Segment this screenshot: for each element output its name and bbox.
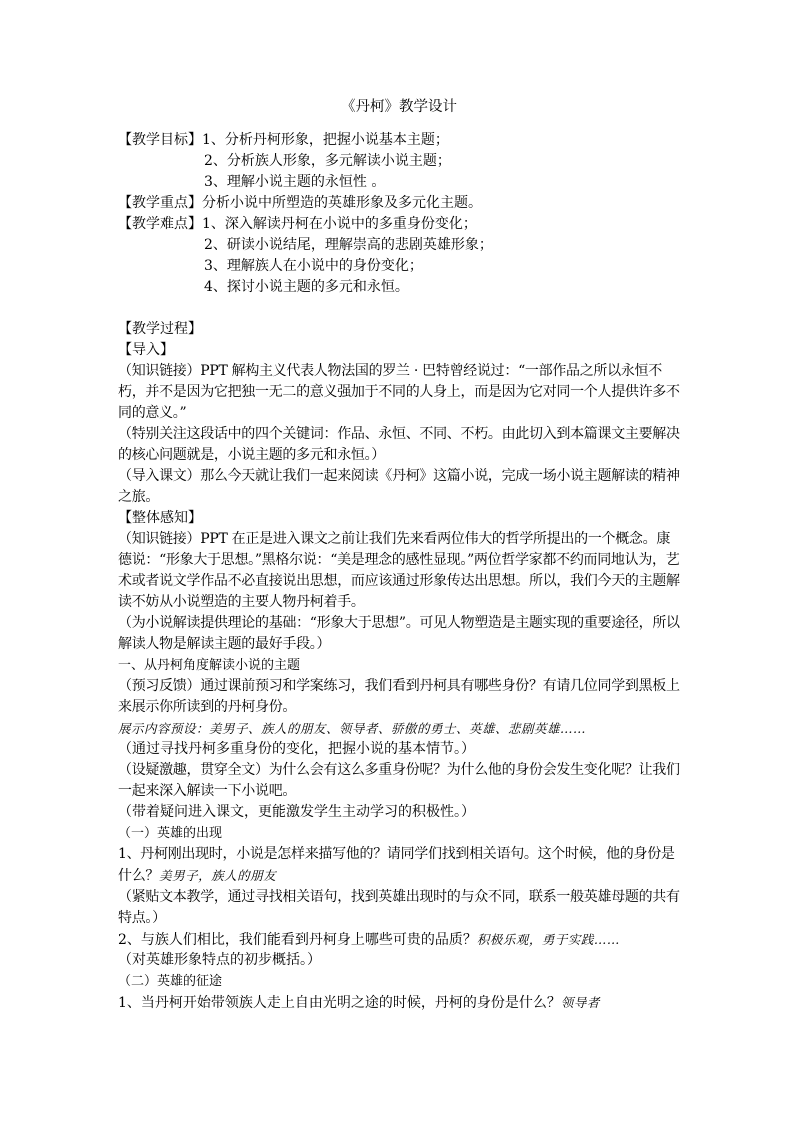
goals-item: 3、理解小说主题的永恒性 。 bbox=[204, 174, 386, 190]
overall-note: （为小说解读提供理论的基础：“形象大于思想”。可见人物塑造是主题实现的重要途径，所以解读人物是解读主题的最好手段。） bbox=[118, 615, 680, 652]
question-answer: 积极乐观，勇于实践…… bbox=[476, 932, 620, 947]
question-paragraph bbox=[118, 929, 680, 950]
difficulty-label: 【教学难点】 bbox=[118, 216, 202, 232]
intro-transition: （导入课文）那么今天就让我们一起来阅读《丹柯》这篇小说，完成一场小说主题解读的精神之旅。 bbox=[118, 468, 680, 505]
subsection-heading: （二）英雄的征途 bbox=[118, 974, 223, 989]
question-answer: 美男子，族人的朋友 bbox=[159, 868, 277, 883]
subsection-heading: （一）英雄的出现 bbox=[118, 826, 223, 841]
teaching-note: （带着疑问进入课文，更能激发学生主动学习的积极性。） bbox=[118, 804, 475, 820]
question-paragraph bbox=[118, 844, 680, 887]
goals-item: 1、分析丹柯形象，把握小说基本主题； bbox=[202, 132, 449, 148]
teaching-note: （紧贴文本教学，通过寻找相关语句，找到英雄出现时的与众不同，联系一般英雄母题的共有特点。） bbox=[118, 889, 680, 926]
suspense-paragraph: （设疑激趣，贯穿全文）为什么会有这么多重身份呢？为什么他的身份会发生变化呢？让我们一起来深入解读一下小说吧。 bbox=[118, 762, 680, 799]
doc-title: 《丹柯》教学设计 bbox=[341, 99, 457, 115]
goals-label: 【教学目标】 bbox=[118, 132, 202, 148]
section-heading: 一、从丹柯角度解读小说的主题 bbox=[118, 658, 301, 673]
difficulty-item: 2、研读小说结尾，理解崇高的悲剧英雄形象； bbox=[204, 237, 493, 253]
goals-item: 2、分析族人形象，多元解读小说主题； bbox=[204, 153, 451, 169]
difficulty-row bbox=[118, 214, 680, 235]
spacer bbox=[118, 298, 680, 319]
question-text: 1、丹柯刚出现时，小说是怎样来描写他的？请同学们找到相关语句。这个时候，他的身份是什么？ bbox=[118, 846, 675, 884]
display-preset: 展示内容预设：美男子、族人的朋友、领导者、骄傲的勇士、英雄、悲剧英雄…… bbox=[118, 721, 587, 736]
question-answer: 领导者 bbox=[560, 995, 600, 1010]
question-text: 2、与族人们相比，我们能看到丹柯身上哪些可贵的品质？ bbox=[118, 932, 477, 948]
focus-text: 分析小说中所塑造的英雄形象及多元化主题。 bbox=[202, 195, 482, 211]
intro-note: （特别关注这段话中的四个关键词：作品、永恒、不同、不朽。由此切入到本篇课文主要解决的核心问题就是，小说主题的多元和永恒。） bbox=[118, 426, 680, 463]
teaching-note: （对英雄形象特点的初步概括。） bbox=[118, 952, 321, 968]
goals-row bbox=[118, 130, 680, 151]
overall-paragraph: （知识链接）PPT 在正是进入课文之前让我们先来看两位伟大的哲学所提出的一个概念。康德说：“形象大于思想。”黑格尔说：“美是理念的感性显现。”两位哲学家都不约而同地认为，艺术或者说文学作品不必直接说出思想，而应该通过形象传达出思想。所以，我们今天的主题解读不妨从小说塑造的主要人物丹柯着手。 bbox=[118, 531, 680, 610]
intro-paragraph: （知识链接）PPT 解构主义代表人物法国的罗兰 · 巴特曾经说过：“一部作品之所以永恒不朽，并不是因为它把独一无二的意义强加于不同的人身上，而是因为它对同一个人提供许多不同的意义。” bbox=[118, 363, 680, 421]
difficulty-item: 4、探讨小说主题的多元和永恒。 bbox=[204, 279, 409, 295]
focus-label: 【教学重点】 bbox=[118, 195, 202, 211]
preview-paragraph: （预习反馈）通过课前预习和学案练习，我们看到丹柯具有哪些身份？有请几位同学到黑板上来展示你所读到的丹柯身份。 bbox=[118, 678, 680, 715]
difficulty-item: 1、深入解读丹柯在小说中的多重身份变化； bbox=[202, 216, 477, 232]
focus-row bbox=[118, 193, 680, 214]
overall-heading: 【整体感知】 bbox=[118, 510, 202, 526]
teaching-note: （通过寻找丹柯多重身份的变化，把握小说的基本情节。） bbox=[118, 741, 475, 757]
process-heading: 【教学过程】 bbox=[118, 321, 202, 337]
question-paragraph bbox=[118, 992, 680, 1013]
intro-heading: 【导入】 bbox=[118, 342, 174, 358]
document-body bbox=[118, 96, 680, 1013]
question-text: 1、当丹柯开始带领族人走上自由光明之途的时候，丹柯的身份是什么？ bbox=[118, 995, 561, 1011]
difficulty-item: 3、理解族人在小说中的身份变化； bbox=[204, 258, 423, 274]
